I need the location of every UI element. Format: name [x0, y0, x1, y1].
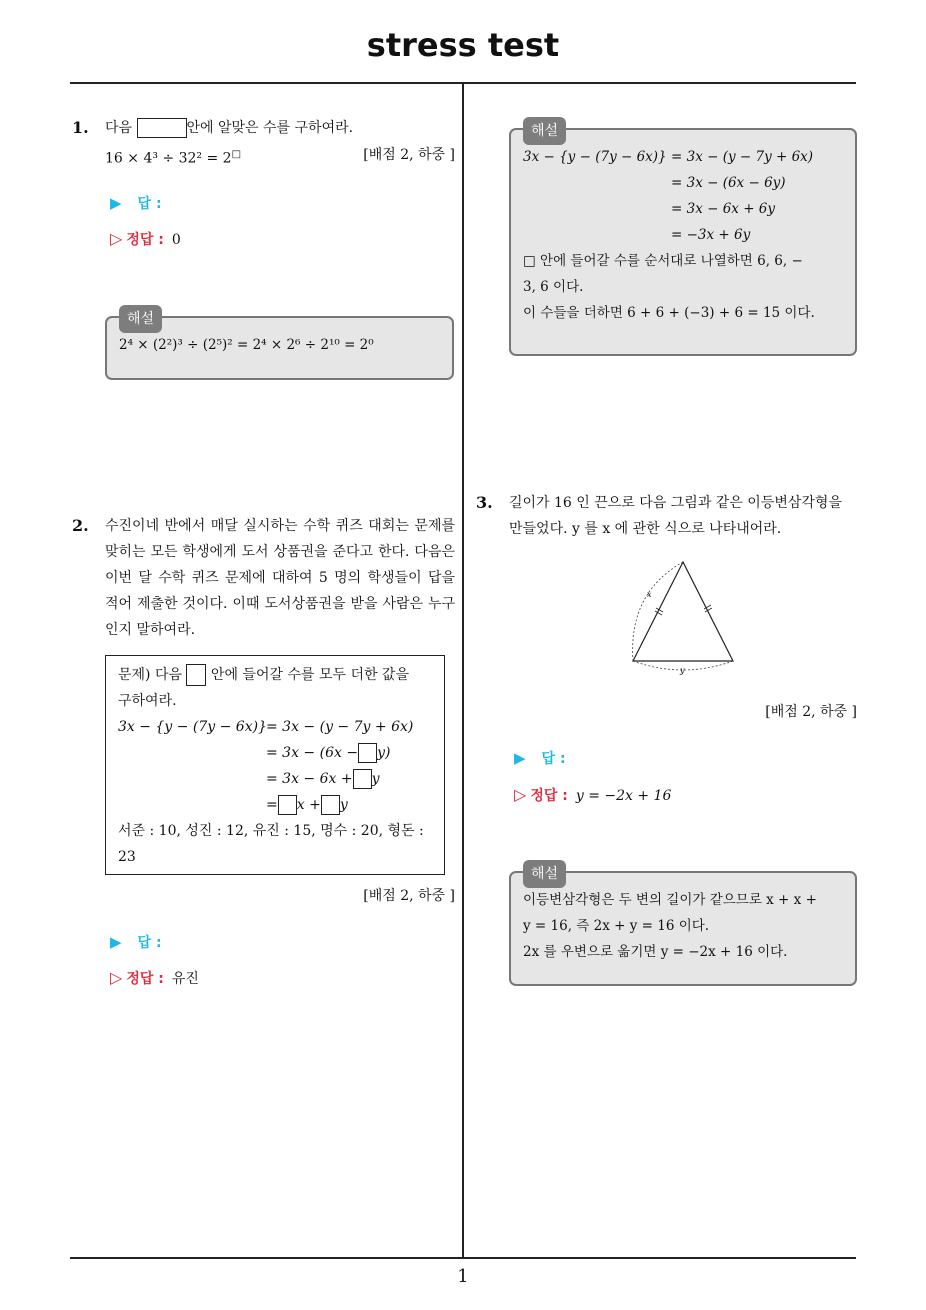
- correct-marker-icon: ▷: [110, 968, 123, 987]
- q2-eq4-b: x +: [296, 797, 321, 813]
- q2-answers-line1: 서준 : 10, 성진 : 12, 유진 : 15, 명수 : 20, 형돈 :: [118, 823, 424, 839]
- q3-number: 3.: [476, 493, 493, 512]
- q2-eq1-rhs: = 3x − (y − 7y + 6x): [266, 719, 414, 735]
- q1-correct-value: 0: [171, 232, 181, 248]
- q1-answer-prompt: [110, 193, 162, 213]
- q2-problem-frame: [105, 655, 445, 875]
- q3-correct: [514, 785, 671, 805]
- q2-expl-l1-rhs: = 3x − (y − 7y + 6x): [671, 149, 814, 165]
- q2-eq3-b: y: [371, 771, 380, 787]
- q1-number: 1.: [72, 118, 89, 137]
- answer-label: 답 :: [137, 196, 162, 212]
- q3-meta: [배점 2, 하중 ]: [765, 704, 857, 720]
- fig-label-x: x: [647, 590, 652, 599]
- q2-answers-line2: 23: [118, 849, 136, 865]
- q3-line1: 길이가 16 인 끈으로 다음 그림과 같은 이등변삼각형을: [509, 495, 842, 511]
- answer-marker-icon: ▶: [110, 933, 122, 951]
- q2-eq3-box: [353, 769, 372, 789]
- correct-marker-icon: ▷: [110, 229, 123, 248]
- q2-eq2-a: = 3x − (6x −: [266, 745, 359, 761]
- q1-correct: [110, 229, 181, 249]
- q2-eq4-box2: [321, 795, 340, 815]
- answer-marker-icon: ▶: [514, 749, 526, 767]
- q1-expression-row: [105, 142, 455, 172]
- column-divider: [462, 83, 464, 1258]
- q2-correct-value: 유진: [171, 971, 199, 987]
- q3-correct-value: y = −2x + 16: [575, 788, 672, 804]
- q2-problem-b: 안에 들어갈 수를 모두 더한 값을: [210, 667, 409, 683]
- q2-problem-a: 문제) 다음: [118, 667, 183, 683]
- q2-eq3-a: = 3x − 6x +: [266, 771, 353, 787]
- q2-correct: [110, 968, 199, 988]
- explanation-tag: 해설: [523, 117, 566, 145]
- q3-answer-prompt: [514, 748, 566, 768]
- q2-eq4-a: =: [266, 797, 278, 813]
- q2-expl-t1: □ 안에 들어갈 수를 순서대로 나열하면 6, 6, −: [523, 253, 803, 269]
- q1-answer-box: [137, 118, 187, 138]
- q2-expl-l4: = −3x + 6y: [671, 227, 751, 243]
- q2-answer-prompt: [110, 932, 162, 952]
- fig-label-y: y: [680, 666, 685, 675]
- correct-label: 정답 :: [530, 788, 568, 804]
- q3-expl-line2: y = 16, 즉 2x + y = 16 이다.: [523, 918, 710, 934]
- answer-marker-icon: ▶: [110, 194, 122, 212]
- explanation-tag: 해설: [523, 860, 566, 888]
- triangle-shape: [633, 562, 733, 661]
- isosceles-triangle-figure: [620, 555, 745, 680]
- q2-meta: [배점 2, 하중 ]: [363, 888, 455, 904]
- answer-label: 답 :: [137, 935, 162, 951]
- footer-rule: [70, 1257, 856, 1259]
- q3-line2: 만들었다. y 를 x 에 관한 식으로 나타내어라.: [509, 521, 782, 537]
- q3-expl-line1: 이등변삼각형은 두 변의 길이가 같으므로 x + x +: [523, 892, 817, 908]
- correct-label: 정답 :: [126, 232, 164, 248]
- q2-expl-t3: 이 수들을 더하면 6 + 6 + (−3) + 6 = 15 이다.: [523, 305, 815, 321]
- q3-expl-line3: 2x 를 우변으로 옮기면 y = −2x + 16 이다.: [523, 944, 788, 960]
- q1-explanation-box: [105, 311, 454, 380]
- q2-number: 2.: [72, 516, 89, 535]
- q2-eq2-box: [358, 743, 377, 763]
- q2-eq2-b: y): [377, 745, 391, 761]
- q1-explanation-text: 2⁴ × (2²)³ ÷ (2⁵)² = 2⁴ × 2⁶ ÷ 2¹⁰ = 2⁰: [119, 337, 374, 353]
- q1-text: [105, 115, 455, 141]
- page-title: stress test: [366, 26, 560, 64]
- q2-expl-l2: = 3x − (6x − 6y): [671, 175, 786, 191]
- q1-meta: [배점 2, 하중 ]: [363, 147, 455, 163]
- q1-text-before: 다음: [105, 120, 133, 136]
- q1-box-symbol: □: [231, 149, 242, 160]
- q2-expl-l3: = 3x − 6x + 6y: [671, 201, 776, 217]
- q3-explanation-box: [509, 866, 857, 986]
- q2-blank-box: [186, 664, 206, 686]
- page-number: 1: [457, 1266, 469, 1287]
- correct-label: 정답 :: [126, 971, 164, 987]
- q2-expl-l1-lhs: 3x − {y − (7y − 6x)}: [523, 149, 667, 165]
- explanation-tag: 해설: [119, 305, 162, 333]
- q2-eq1-lhs: 3x − {y − (7y − 6x)}: [118, 719, 267, 735]
- q2-expl-t2: 3, 6 이다.: [523, 279, 584, 295]
- q1-expression: 16 × 4³ ÷ 32² = 2: [105, 150, 232, 167]
- answer-label: 답 :: [541, 751, 566, 767]
- q2-problem-c: 구하여라.: [118, 693, 177, 709]
- q2-text: 수진이네 반에서 매달 실시하는 수학 퀴즈 대회는 문제를 맞히는 모든 학생에게 도서 상품권을 준다고 한다. 다음은 이번 달 수학 퀴즈 문제에 대하여 5 명의 학생들이 답을 적어 제출한 것이다. 이때 도서상품권을 받을 사람은 누구인지 말하여라.: [105, 518, 455, 638]
- correct-marker-icon: ▷: [514, 785, 527, 804]
- q2-eq4-box1: [278, 795, 297, 815]
- q2-eq4-c: y: [339, 797, 348, 813]
- q1-text-after: 안에 알맞은 수를 구하여라.: [186, 120, 354, 136]
- q2-explanation-box: [509, 123, 857, 356]
